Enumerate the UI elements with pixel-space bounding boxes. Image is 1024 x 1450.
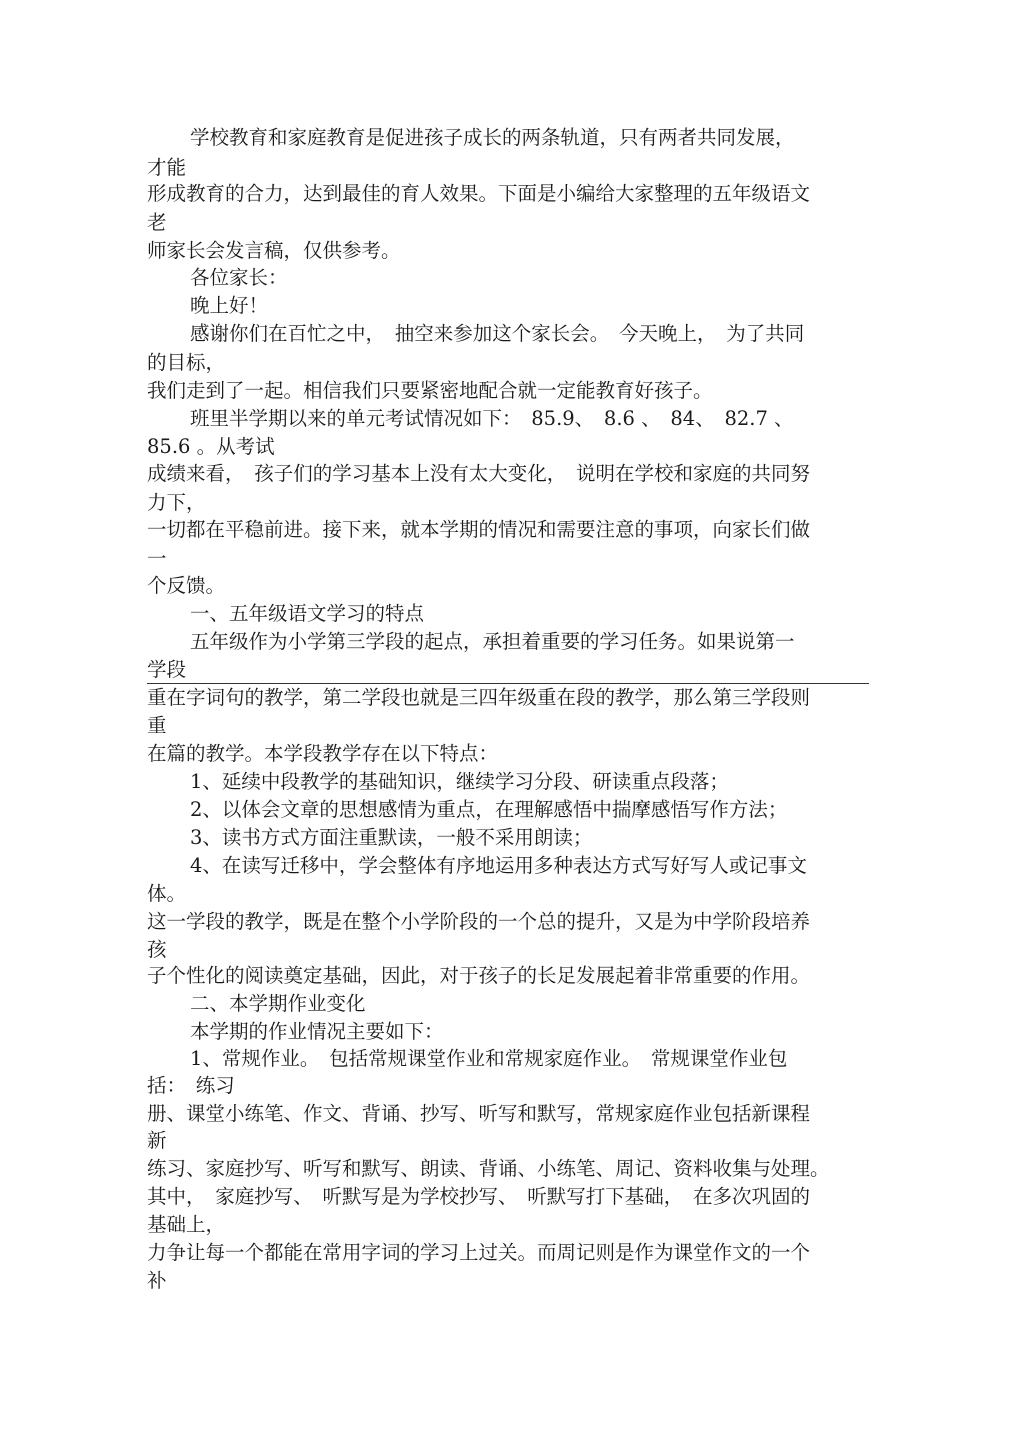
text-line: 补: [147, 1269, 167, 1292]
text-line: 在篇的教学。本学段教学存在以下特点：: [147, 742, 499, 765]
text-line: 感谢你们在百忙之中， 抽空来参加这个家长会。 今天晚上， 为了共同: [190, 322, 805, 345]
section-heading: 二、本学期作业变化: [190, 992, 366, 1015]
text-line: 我们走到了一起。相信我们只要紧密地配合就一定能教育好孩子。: [147, 379, 713, 402]
horizontal-rule: [147, 683, 869, 684]
text-line: 册、课堂小练笔、作文、背诵、抄写、听写和默写，常规家庭作业包括新课程: [147, 1102, 811, 1125]
text-line: 这一学段的教学，既是在整个小学阶段的一个总的提升，又是为中学阶段培养: [147, 910, 811, 933]
text-line: 学段: [147, 658, 187, 681]
text-line: 班里半学期以来的单元考试情况如下： 85.9、 8.6 、 84、 82.7 、: [190, 407, 794, 430]
text-line: 新: [147, 1129, 167, 1152]
text-line: 才能: [147, 156, 187, 179]
list-item: 1、常规作业。 包括常规课堂作业和常规家庭作业。 常规课堂作业包: [190, 1047, 788, 1070]
text-line: 重在字词句的教学，第二学段也就是三四年级重在段的教学，那么第三学段则: [147, 686, 811, 709]
text-line: 一: [147, 547, 167, 570]
list-item: 1、延续中段教学的基础知识，继续学习分段、研读重点段落；: [190, 770, 729, 793]
text-line: 形成教育的合力，达到最佳的育人效果。下面是小编给大家整理的五年级语文: [147, 182, 811, 205]
text-line: 体。: [147, 882, 187, 905]
text-line: 括： 练习: [147, 1074, 235, 1097]
text-line: 一切都在平稳前进。接下来，就本学期的情况和需要注意的事项，向家长们做: [147, 518, 811, 541]
text-line: 本学期的作业情况主要如下：: [190, 1020, 444, 1043]
text-line: 各位家长：: [190, 266, 288, 289]
text-line: 个反馈。: [147, 574, 226, 597]
text-line: 的目标，: [147, 351, 226, 374]
text-line: 子个性化的阅读奠定基础，因此，对于孩子的长足发展起着非常重要的作用。: [147, 964, 811, 987]
text-line: 师家长会发言稿，仅供参考。: [147, 239, 401, 262]
text-line: 学校教育和家庭教育是促进孩子成长的两条轨道，只有两者共同发展，: [190, 126, 795, 149]
text-line: 力下，: [147, 491, 206, 514]
list-item: 3、读书方式方面注重默读，一般不采用朗读；: [190, 826, 593, 849]
text-line: 其中， 家庭抄写、 听默写是为学校抄写、 听默写打下基础， 在多次巩固的: [147, 1185, 811, 1208]
list-item: 2、以体会文章的思想感情为重点，在理解感悟中揣摩感悟写作方法；: [190, 798, 788, 821]
text-line: 老: [147, 211, 167, 234]
text-line: 孩: [147, 938, 167, 961]
text-line: 五年级作为小学第三学段的起点，承担着重要的学习任务。如果说第一: [190, 630, 795, 653]
text-line: 重: [147, 714, 167, 737]
text-line: 力争让每一个都能在常用字词的学习上过关。而周记则是作为课堂作文的一个: [147, 1241, 811, 1264]
text-line: 练习、家庭抄写、听写和默写、朗读、背诵、小练笔、周记、资料收集与处理。: [147, 1157, 830, 1180]
text-line: 基础上，: [147, 1213, 226, 1236]
list-item: 4、在读写迁移中，学会整体有序地运用多种表达方式写好写人或记事文: [190, 854, 807, 877]
text-line: 晚上好！: [190, 294, 269, 317]
text-line: 成绩来看， 孩子们的学习基本上没有太大变化， 说明在学校和家庭的共同努: [147, 462, 811, 485]
section-heading: 一、五年级语文学习的特点: [190, 602, 425, 625]
text-line: 85.6 。从考试: [147, 435, 275, 458]
